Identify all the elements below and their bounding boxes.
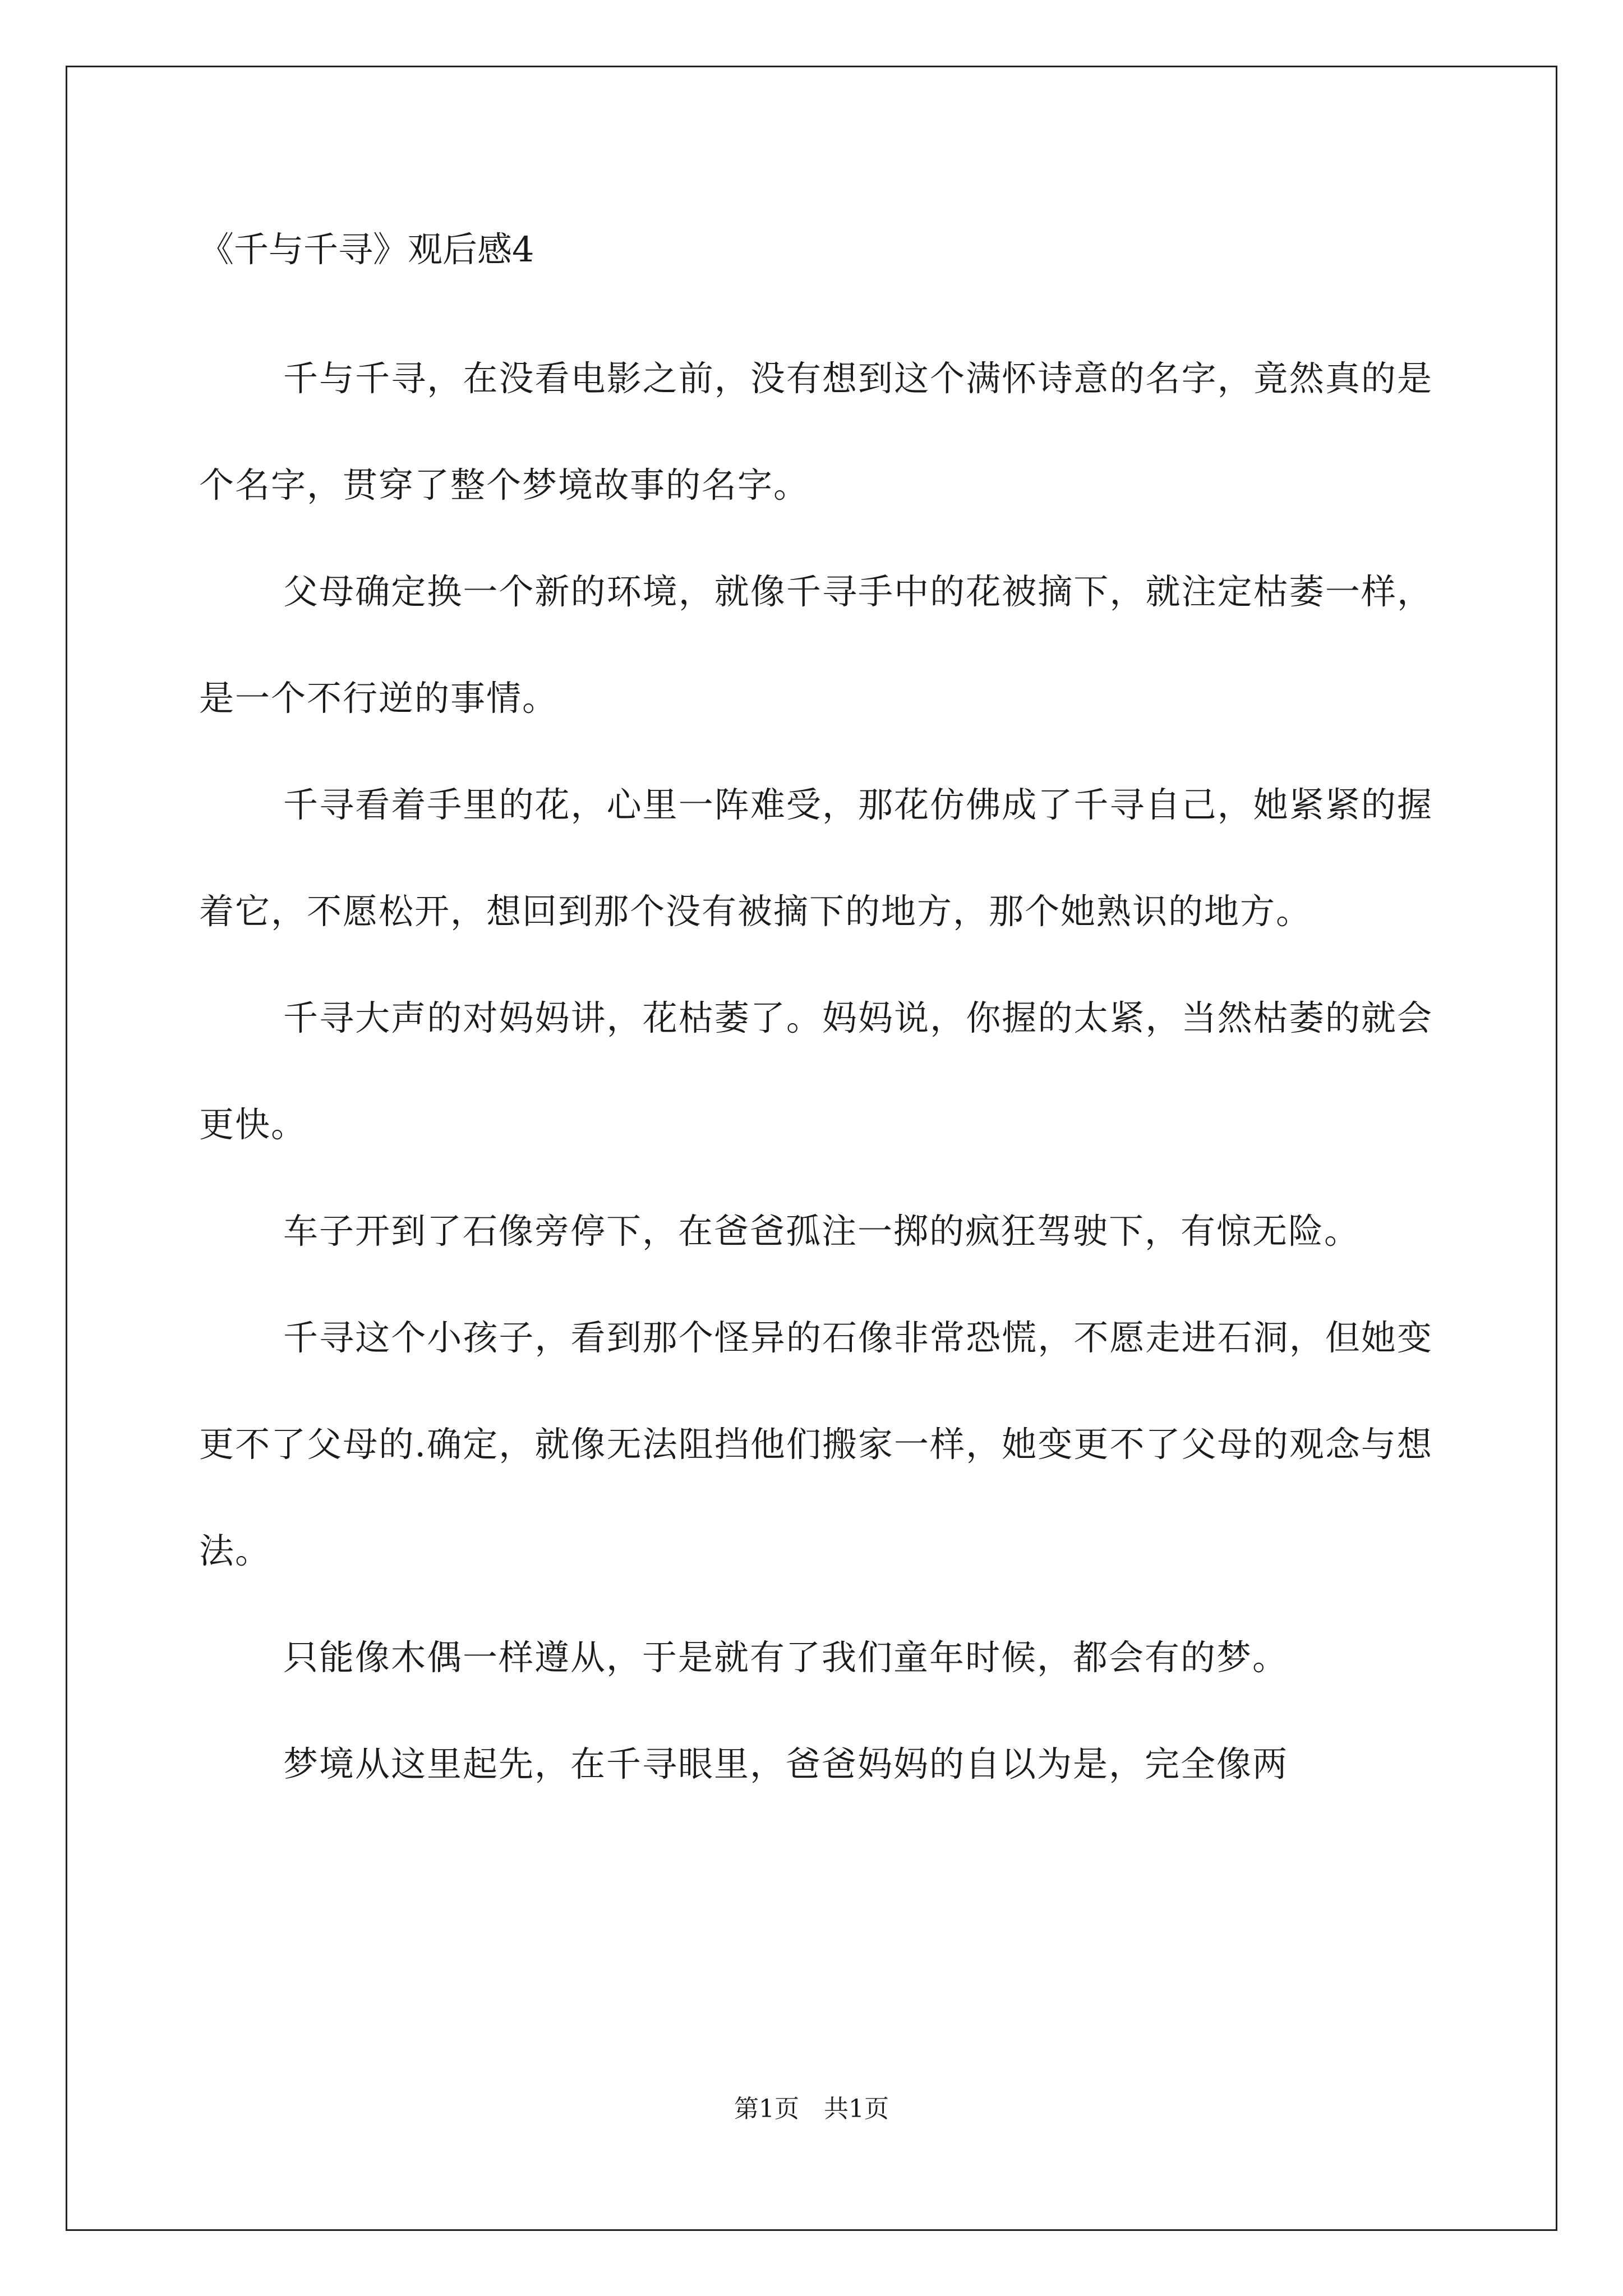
paragraph-5: 车子开到了石像旁停下，在爸爸孤注一掷的疯狂驾驶下，有惊无险。 bbox=[283, 1211, 1361, 1251]
paragraph-1: 千与千寻，在没看电影之前，没有想到这个满怀诗意的名字，竟然真的是个名字，贯穿了整个梦境故事的名字。 bbox=[199, 358, 1433, 505]
paragraph-4: 千寻大声的对妈妈讲，花枯萎了。妈妈说，你握的太紧，当然枯萎的就会更快。 bbox=[199, 997, 1433, 1145]
document-body bbox=[199, 325, 1433, 1818]
paragraph-7: 只能像木偶一样遵从，于是就有了我们童年时候，都会有的梦。 bbox=[283, 1637, 1289, 1678]
paragraph-6: 千寻这个小孩子，看到那个怪异的石像非常恐慌，不愿走进石洞，但她变更不了父母的.确定，就像无法阻挡他们搬家一样，她变更不了父母的观念与想法。 bbox=[199, 1317, 1433, 1571]
page-number-footer: 第1页 共1页 bbox=[734, 2095, 889, 2123]
document-title: 《千与千寻》观后感4 bbox=[199, 229, 534, 270]
paragraph-8: 梦境从这里起先，在千寻眼里，爸爸妈妈的自以为是，完全像两 bbox=[283, 1743, 1289, 1784]
paragraph-2: 父母确定换一个新的环境，就像千寻手中的花被摘下，就注定枯萎一样，是一个不行逆的事情。 bbox=[199, 571, 1433, 719]
paragraph-3: 千寻看着手里的花，心里一阵难受，那花仿佛成了千寻自己，她紧紧的握着它，不愿松开，想回到那个没有被摘下的地方，那个她熟识的地方。 bbox=[199, 784, 1433, 932]
